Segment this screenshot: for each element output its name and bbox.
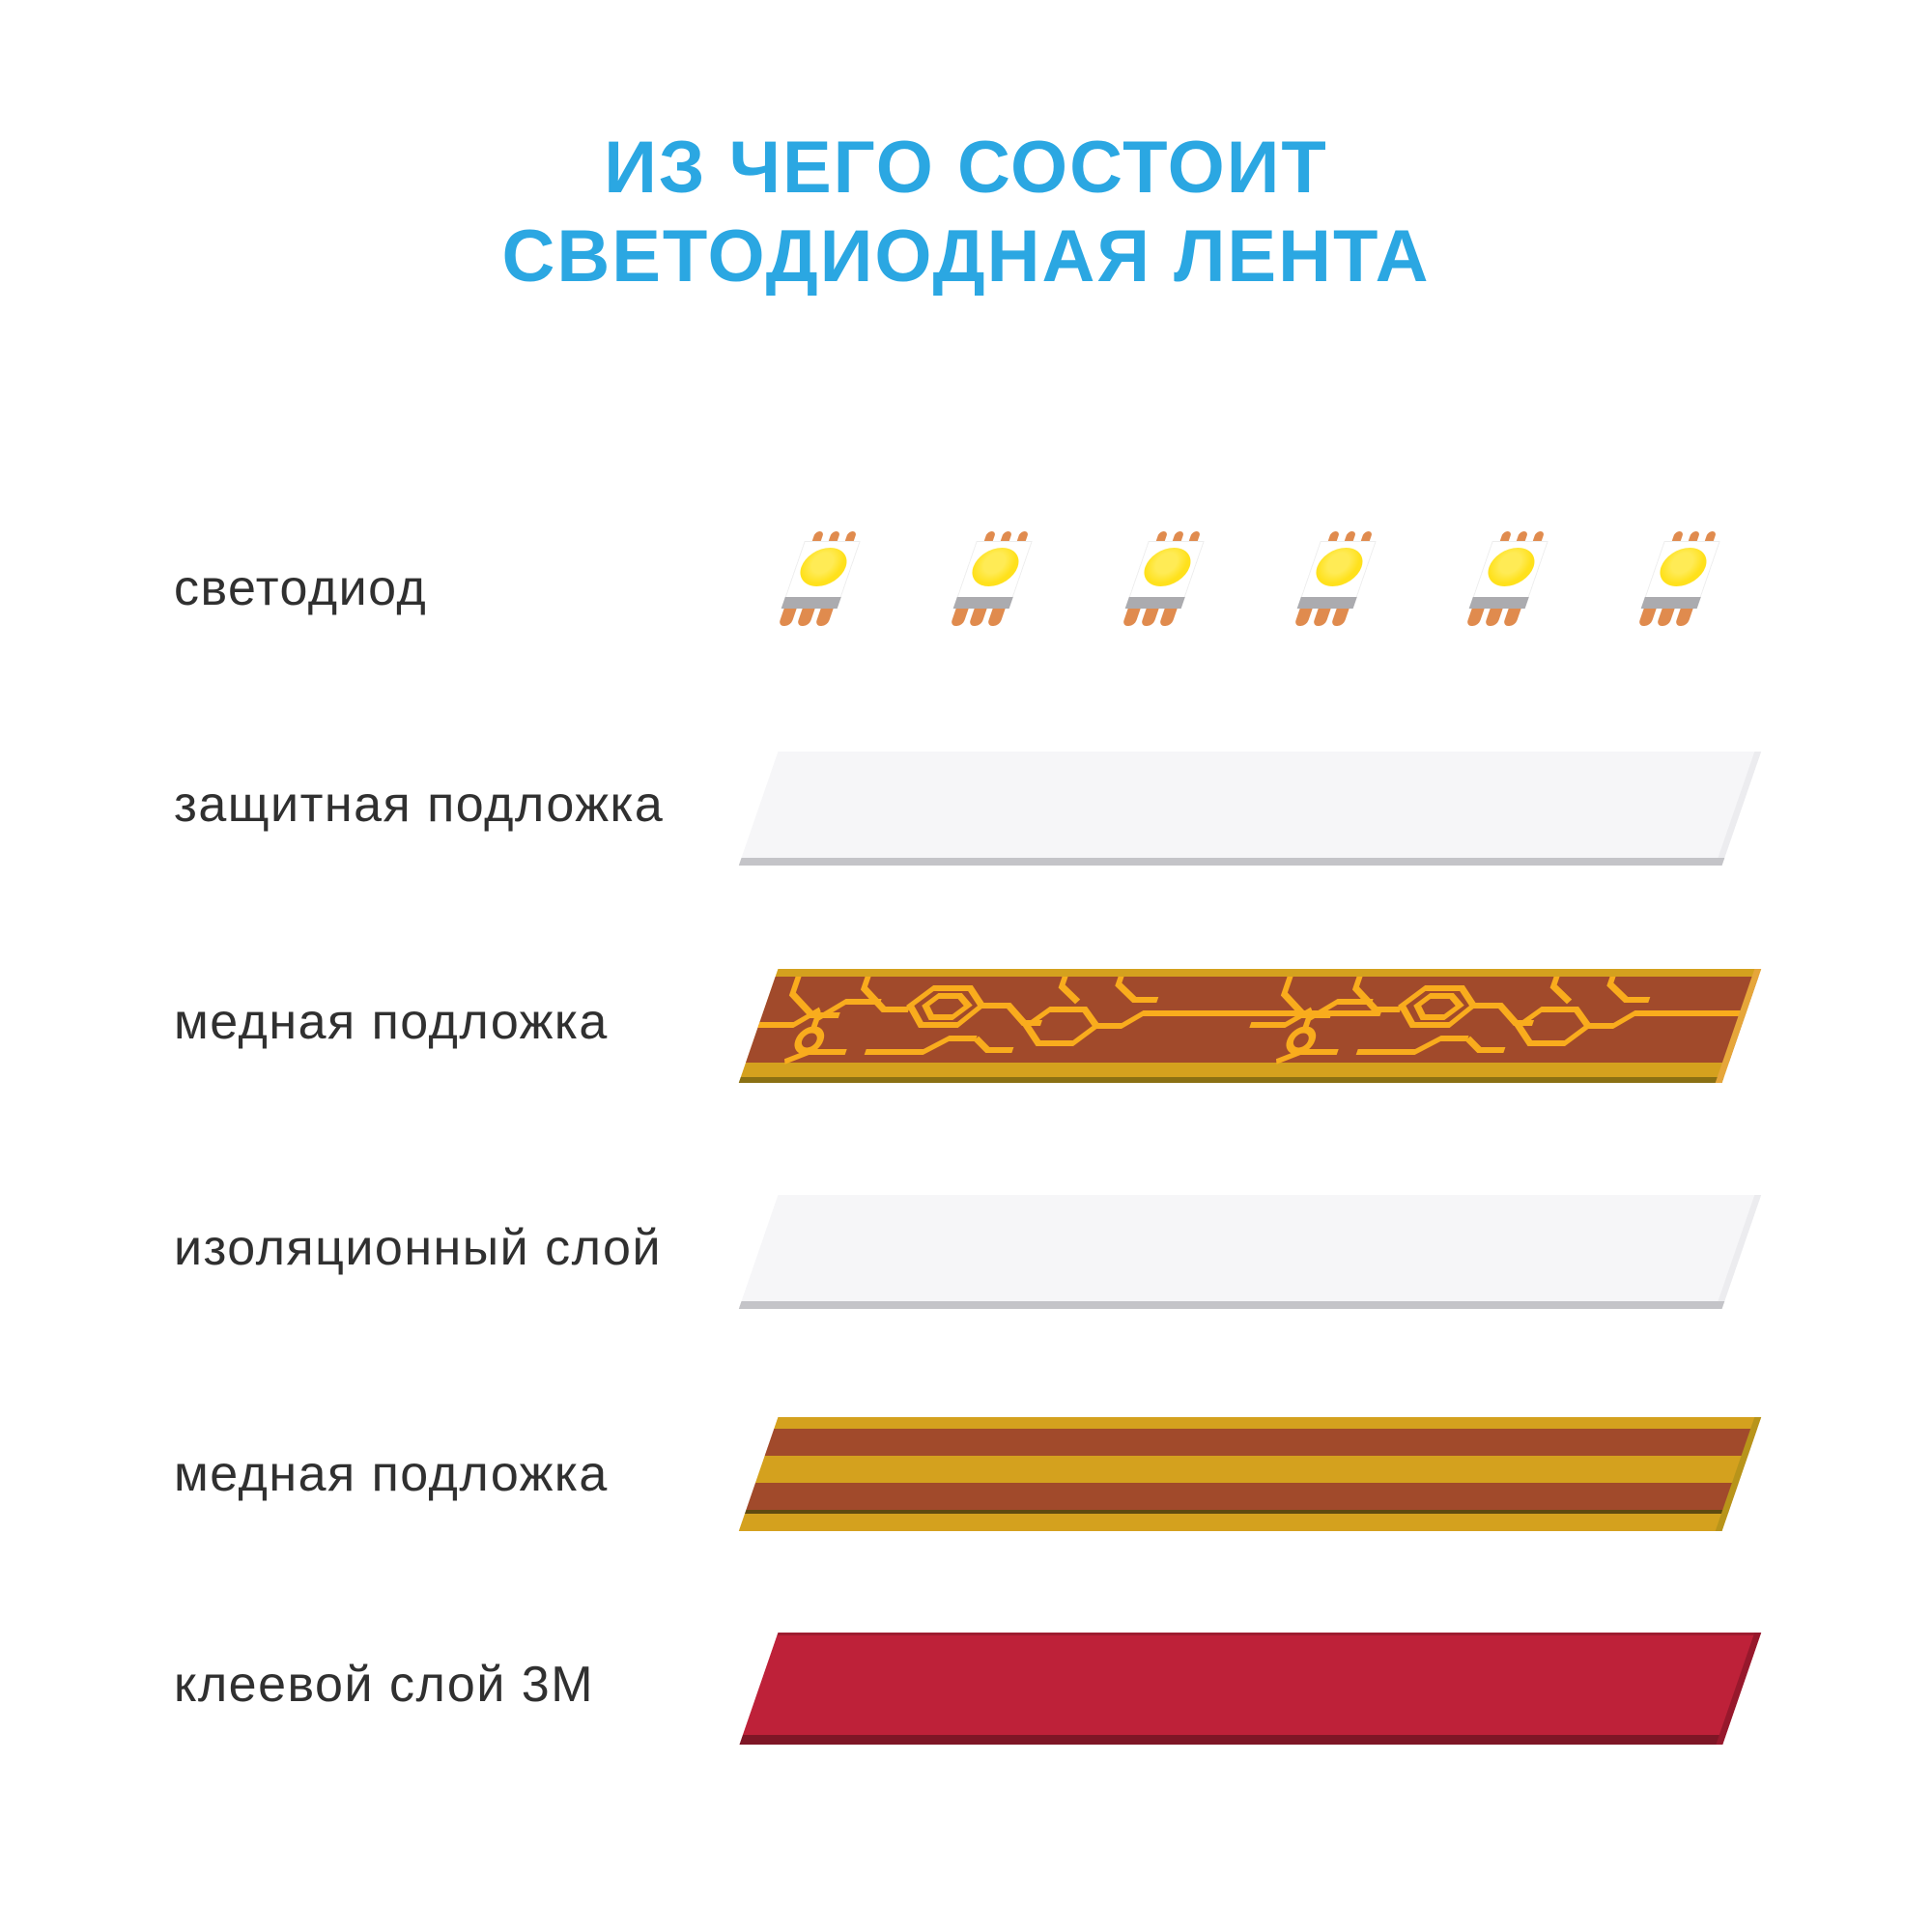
layer-label-adhesive: клеевой слой 3М [174,1657,595,1713]
layer-label-copper: медная подложка [174,1446,609,1502]
insulation-layer-face [741,1195,1761,1301]
page-title-line2: СВЕТОДИОДНАЯ ЛЕНТА [501,215,1431,298]
insulation-layer-strip [739,1195,1762,1309]
protective-layer-edge [739,858,1725,866]
layer-label-copper-circuit: медная подложка [174,994,609,1050]
led-icon [1634,531,1724,628]
led-icon [1290,531,1380,628]
insulation-layer-edge [739,1301,1725,1309]
led-icon [774,531,865,628]
led-body-edge [1297,597,1357,609]
page-title-line1: ИЗ ЧЕГО СОСТОИТ [604,127,1328,209]
led-body-edge [1469,597,1529,609]
copper-layer-band [755,1456,1748,1483]
copper-layer-strip [739,1417,1762,1531]
protective-layer-face [741,752,1761,858]
led-icon [1118,531,1208,628]
copper-layer-band [774,1417,1761,1429]
led-icon [946,531,1037,628]
copper-layer-band [765,1429,1758,1456]
layer-label-insulation: изоляционный слой [174,1220,663,1276]
protective-layer-strip [739,752,1762,866]
led-body-edge [1641,597,1701,609]
led-body-edge [1125,597,1185,609]
layer-label-led: светодиод [174,560,428,616]
copper-layer-band [739,1514,1728,1531]
page-title [0,124,1932,301]
copper-circuit-strip [739,969,1762,1083]
circuit-traces-graphic [739,969,1762,1083]
adhesive-layer-strip [739,1633,1762,1747]
led-body-edge [781,597,841,609]
layer-label-protective: защитная подложка [174,777,665,833]
adhesive-layer-face [743,1635,1760,1735]
adhesive-layer-bottom-edge [739,1735,1725,1745]
led-body-edge [953,597,1013,609]
led-icon [1462,531,1552,628]
copper-layer-band [746,1483,1739,1510]
